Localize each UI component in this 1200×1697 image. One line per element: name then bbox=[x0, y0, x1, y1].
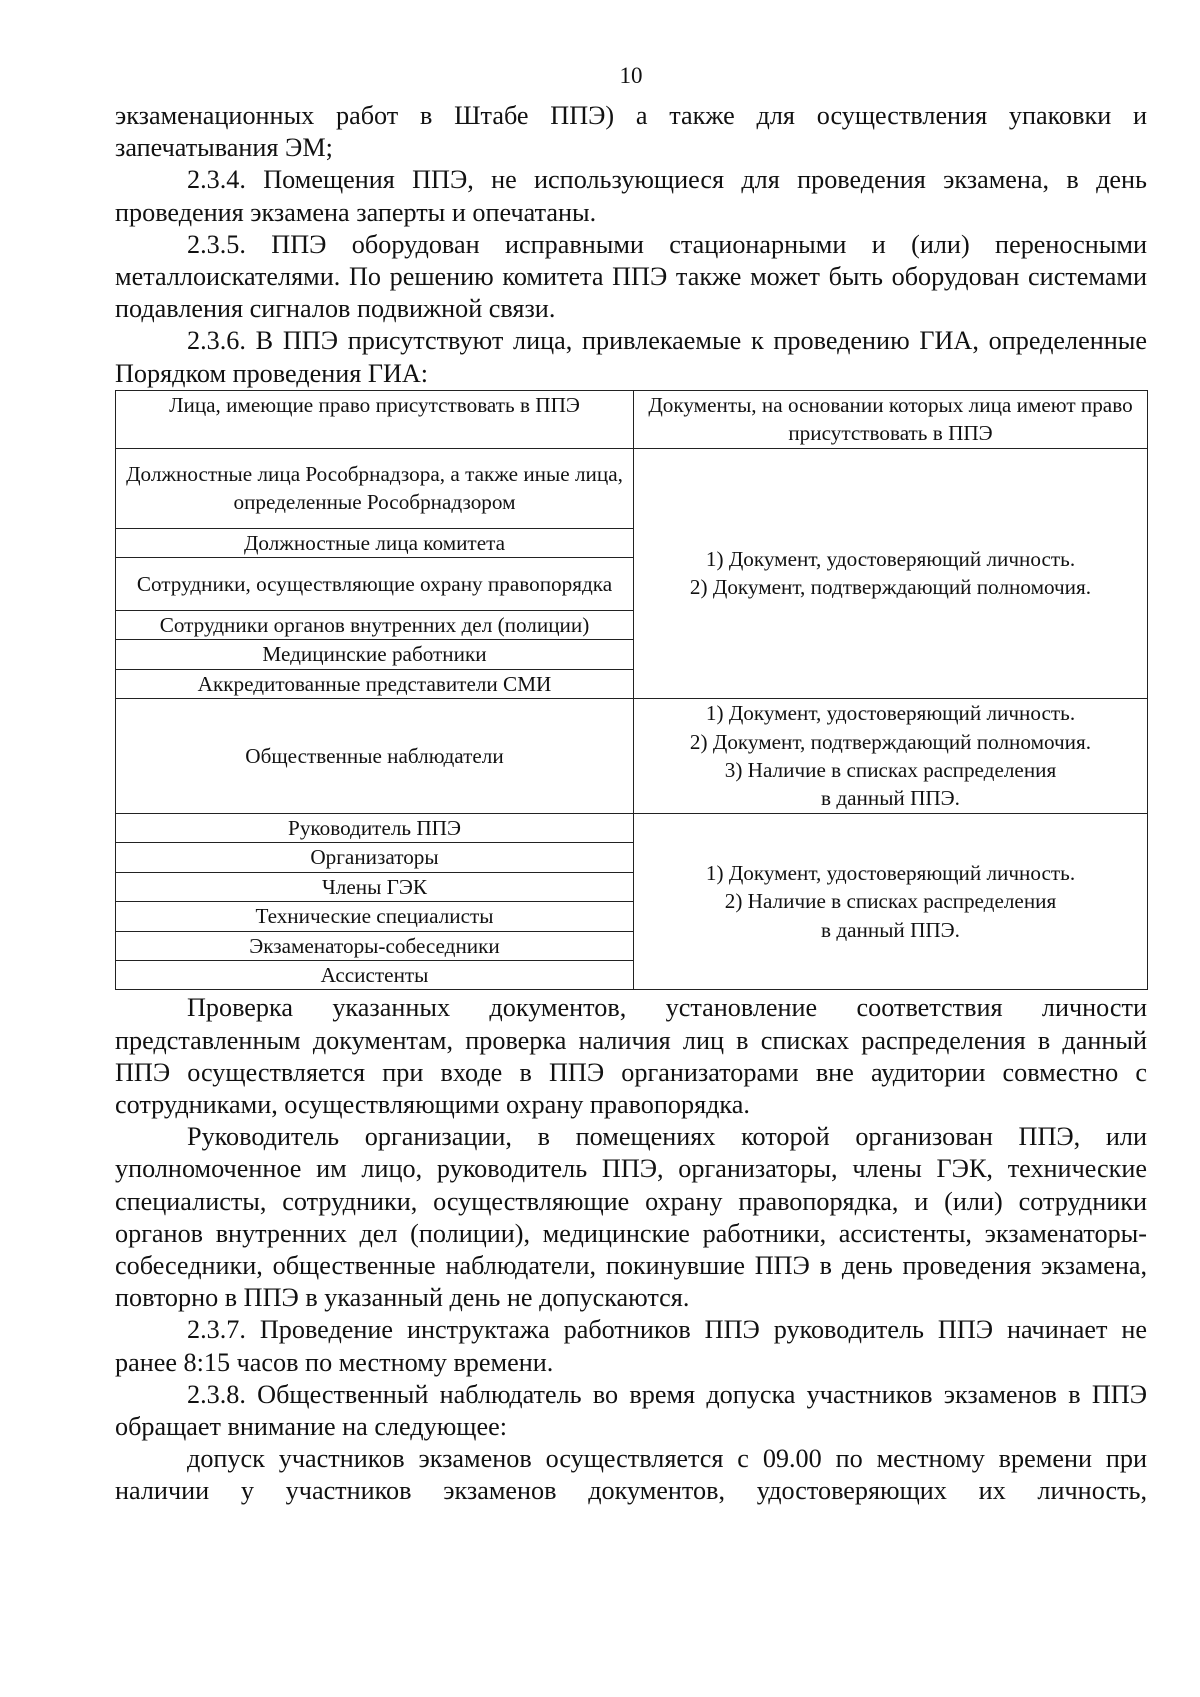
document-page bbox=[115, 62, 1147, 1508]
person-cell: Организаторы bbox=[116, 843, 634, 872]
document-item: в данный ППЭ. bbox=[821, 786, 960, 811]
header-persons: Лица, имеющие право присутствовать в ППЭ bbox=[116, 390, 634, 448]
intro-section bbox=[115, 100, 1147, 390]
documents-cell bbox=[634, 699, 1148, 814]
person-cell: Технические специалисты bbox=[116, 902, 634, 931]
paragraph-2-3-4: 2.3.4. Помещения ППЭ, не использующиеся для проведения экзамена, в день проведения экзамена заперты и опечатаны. bbox=[115, 165, 1147, 227]
document-item: 2) Наличие в списках распределения bbox=[724, 889, 1057, 914]
documents-list bbox=[636, 545, 1145, 602]
document-item: 1) Документ, удостоверяющий личность. bbox=[705, 547, 1076, 572]
documents-cell bbox=[634, 448, 1148, 699]
closing-section bbox=[115, 992, 1147, 1507]
person-cell: Должностные лица Рособрнадзора, а также иные лица, определенные Рособрнадзором bbox=[116, 448, 634, 528]
paragraph-2-3-7: 2.3.7. Проведение инструктажа работников ППЭ руководитель ППЭ начинает не ранее 8:15 часов по местному времени. bbox=[115, 1315, 1147, 1377]
document-item: 3) Наличие в списках распределения bbox=[724, 758, 1057, 783]
person-cell: Руководитель ППЭ bbox=[116, 813, 634, 842]
person-cell: Общественные наблюдатели bbox=[116, 699, 634, 814]
documents-list bbox=[636, 699, 1145, 813]
paragraph-admission: допуск участников экзаменов осуществляется с 09.00 по местному времени при наличии у участников экзаменов документов, удостоверяющих их личность, bbox=[115, 1444, 1147, 1506]
documents-cell bbox=[634, 813, 1148, 989]
table-row bbox=[116, 699, 1148, 814]
document-item: 2) Документ, подтверждающий полномочия. bbox=[689, 729, 1092, 754]
paragraph-2-3-6: 2.3.6. В ППЭ присутствуют лица, привлекаемые к проведению ГИА, определенные Порядком проведения ГИА: bbox=[115, 326, 1147, 388]
table-row bbox=[116, 448, 1148, 528]
table-header-row bbox=[116, 390, 1148, 448]
paragraph-readmission: Руководитель организации, в помещениях которой организован ППЭ, или уполномоченное им лицо, руководитель ППЭ, организаторы, члены ГЭК, технические специалисты, сотрудники, осуществляющие охрану правопорядка, и (или) сотрудники органов внутренних дел (полиции), медицинские работники, ассистенты, экзаменаторы-собеседники, общественные наблюдатели, покинувшие ППЭ в день проведения экзамена, повторно в ППЭ в указанный день не допускаются. bbox=[115, 1122, 1147, 1313]
person-cell: Аккредитованные представители СМИ bbox=[116, 669, 634, 698]
paragraph-continuation: экзаменационных работ в Штабе ППЭ) а также для осуществления упаковки и запечатывания ЭМ; bbox=[115, 101, 1147, 163]
person-cell: Должностные лица комитета bbox=[116, 528, 634, 557]
header-documents: Документы, на основании которых лица имеют право присутствовать в ППЭ bbox=[634, 390, 1148, 448]
person-cell: Медицинские работники bbox=[116, 640, 634, 669]
table-row bbox=[116, 813, 1148, 842]
document-item: 2) Документ, подтверждающий полномочия. bbox=[689, 575, 1092, 600]
person-cell: Сотрудники, осуществляющие охрану правопорядка bbox=[116, 558, 634, 611]
paragraph-verification: Проверка указанных документов, установление соответствия личности представленным документам, проверка наличия лиц в списках распределения в данный ППЭ осуществляется при входе в ППЭ организаторами вне аудитории совместно с сотрудниками, осуществляющими охрану правопорядка. bbox=[115, 993, 1147, 1119]
persons-documents-table bbox=[115, 390, 1148, 991]
paragraph-2-3-8: 2.3.8. Общественный наблюдатель во время допуска участников экзаменов в ППЭ обращает внимание на следующее: bbox=[115, 1379, 1147, 1441]
document-item: 1) Документ, удостоверяющий личность. bbox=[705, 701, 1076, 726]
paragraph-2-3-5: 2.3.5. ППЭ оборудован исправными стационарными и (или) переносными металлоискателями. По решению комитета ППЭ также может быть оборудован системами подавления сигналов подвижной связи. bbox=[115, 229, 1147, 324]
page-number: 10 bbox=[619, 63, 643, 88]
document-item: в данный ППЭ. bbox=[821, 917, 960, 942]
documents-list bbox=[636, 859, 1145, 944]
person-cell: Ассистенты bbox=[116, 960, 634, 989]
person-cell: Сотрудники органов внутренних дел (полиции) bbox=[116, 611, 634, 640]
person-cell: Члены ГЭК bbox=[116, 872, 634, 901]
person-cell: Экзаменаторы-собеседники bbox=[116, 931, 634, 960]
document-item: 1) Документ, удостоверяющий личность. bbox=[705, 861, 1076, 885]
